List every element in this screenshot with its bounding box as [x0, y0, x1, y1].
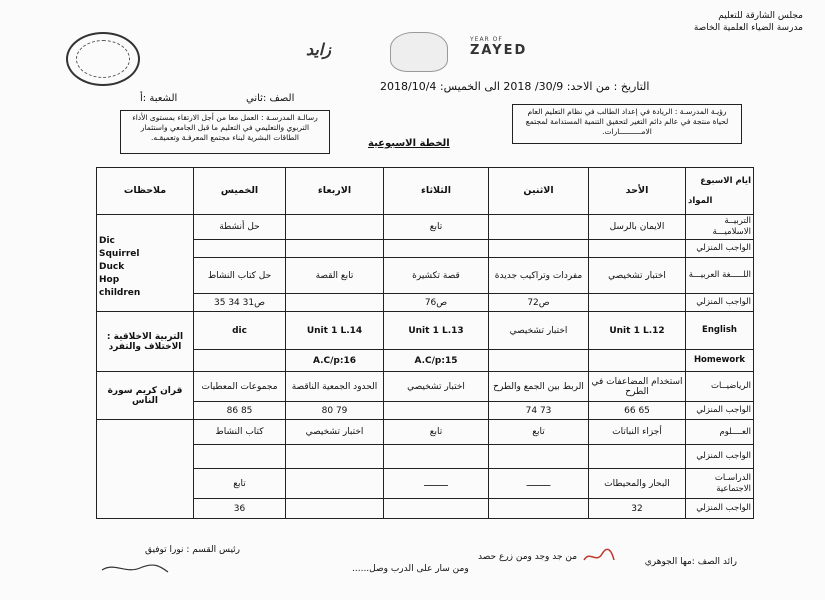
list-item: Dic [99, 236, 115, 246]
arabic-thu: حل كتاب النشاط [194, 258, 286, 294]
corner-days: ايام الاسبوع [700, 176, 751, 186]
science-mon: تابع [489, 420, 589, 445]
math-tue: اختبار تشخيصي [384, 372, 489, 402]
head-signature [100, 560, 170, 576]
islamic-hw-wed [286, 240, 384, 258]
math-hw-thu: 85 86 [194, 402, 286, 420]
science-hw-mon [489, 445, 589, 469]
math-hw-sun: 65 66 [589, 402, 686, 420]
notes-header: ملاحظات [97, 168, 194, 215]
table-row [97, 215, 754, 240]
english-hw-label: Homework [686, 350, 754, 372]
council-name: مجلس الشارقة للتعليم [718, 11, 803, 21]
day-monday: الاثنين [489, 168, 589, 215]
math-hw-wed: 79 80 [286, 402, 384, 420]
school-mission-box: رسالـة المدرسـة : العمل معا من أجل الارتقاء بمستوى الأداء التربوي والتعليمي في التعليم ما قبل الجامعي واستثمار الطاقات البشرية لبناء مجتمع المعرفـة وتعميقـه. [120, 110, 330, 154]
zayed-portrait-logo [390, 32, 448, 72]
math-hw-tue [384, 402, 489, 420]
subject-science: العــــلوم [686, 420, 754, 445]
saying-2: ومن سار على الدرب وصل...... [352, 564, 469, 574]
islamic-hw-mon [489, 240, 589, 258]
social-hw-mon [489, 499, 589, 519]
english-hw-thu [194, 350, 286, 372]
arabic-hw-label: الواجب المنزلي [686, 294, 754, 312]
days-header-row [97, 168, 754, 215]
subject-math: الرياضيــات [686, 372, 754, 402]
leader-signature [582, 548, 616, 566]
zayed-arabic-logo: زايد [306, 40, 332, 59]
english-tue: Unit 1 L.13 [384, 312, 489, 350]
english-sun: Unit 1 L.12 [589, 312, 686, 350]
department-head: رئيس القسم : نورا توفيق [145, 545, 241, 555]
section-label: الشعبة :أ [140, 93, 178, 104]
list-item: children [99, 288, 141, 298]
science-hw-thu [194, 445, 286, 469]
table-row [97, 469, 754, 499]
day-wednesday: الاربعاء [286, 168, 384, 215]
social-sun: البحار والمحيطات [589, 469, 686, 499]
zayed-english-logo: ZAYED [470, 43, 528, 58]
subject-islamic: التربيــة الاسلاميـــة [686, 215, 754, 240]
arabic-hw-tue: ص76 [384, 294, 489, 312]
date-range: التاريخ : من الاحد: 30/9/ 2018 الى الخميس: 2018/10/4 [380, 80, 650, 93]
english-hw-wed: A.C/p:16 [286, 350, 384, 372]
arabic-hw-wed [286, 294, 384, 312]
arabic-hw-mon: ص72 [489, 294, 589, 312]
science-hw-sun [589, 445, 686, 469]
social-mon: ـــــــــ [489, 469, 589, 499]
islamic-hw-thu [194, 240, 286, 258]
social-wed [286, 469, 384, 499]
islamic-mon [489, 215, 589, 240]
math-mon: الربط بين الجمع والطرح [489, 372, 589, 402]
science-sun: أجزاء النباتات [589, 420, 686, 445]
arabic-hw-sun [589, 294, 686, 312]
arabic-sun: اختبار تشخيصي [589, 258, 686, 294]
table-row [97, 402, 754, 420]
school-vision-box: رؤيـة المدرسـة : الريادة في إعداد الطالب في نظام التعليم العام لحياة منتجة في عالم دائم التغير لتحقيق التنمية المستدامة لمجتمع الامــــــــــارات. [512, 104, 742, 144]
class-leader: رائد الصف :مها الجوهري [644, 557, 737, 567]
weekly-plan-table [96, 167, 754, 519]
social-hw-tue [384, 499, 489, 519]
social-thu: تابع [194, 469, 286, 499]
table-row [97, 499, 754, 519]
day-tuesday: الثلاثاء [384, 168, 489, 215]
day-sunday: الأحد [589, 168, 686, 215]
english-thu: dic [194, 312, 286, 350]
islamic-hw-label: الواجب المنزلي [686, 240, 754, 258]
science-thu: كتاب النشاط [194, 420, 286, 445]
table-row [97, 420, 754, 445]
day-thursday: الخميس [194, 168, 286, 215]
list-item: Hop [99, 275, 120, 285]
arabic-hw-thu: ص31 34 35 [194, 294, 286, 312]
table-row [97, 445, 754, 469]
corner-subjects: المواد [688, 196, 713, 206]
subject-social: الدراسـات الاجتماعية [686, 469, 754, 499]
table-row [97, 240, 754, 258]
english-wed: Unit 1 L.14 [286, 312, 384, 350]
islamic-sun: الايمان بالرسل [589, 215, 686, 240]
social-tue: ـــــــــ [384, 469, 489, 499]
corner-cell [686, 168, 754, 215]
grade-label: الصف :ثاني [246, 93, 295, 104]
math-sun: استخدام المضاعفات في الطرح [589, 372, 686, 402]
math-hw-label: الواجب المنزلي [686, 402, 754, 420]
english-hw-sun [589, 350, 686, 372]
year-of-label: YEAR OF [470, 36, 503, 43]
science-hw-label: الواجب المنزلي [686, 445, 754, 469]
notes-cell-2 [97, 420, 194, 519]
math-wed: الحدود الجمعية الناقصة [286, 372, 384, 402]
islamic-thu: حل أنشطة [194, 215, 286, 240]
table-row [97, 312, 754, 350]
notes-ethics: التربية الاخلاقية : الاختلاف والتفرد [97, 312, 194, 372]
science-hw-wed [286, 445, 384, 469]
table-row [97, 258, 754, 294]
school-header [694, 10, 803, 34]
english-hw-tue: A.C/p:15 [384, 350, 489, 372]
social-hw-thu: 36 [194, 499, 286, 519]
science-tue: تابع [384, 420, 489, 445]
islamic-hw-sun [589, 240, 686, 258]
science-wed: اختبار تشخيصي [286, 420, 384, 445]
arabic-mon: مفردات وتراكيب جديدة [489, 258, 589, 294]
weekly-plan-title: الخطة الاسبوعية [368, 138, 450, 149]
islamic-hw-tue [384, 240, 489, 258]
science-hw-tue [384, 445, 489, 469]
math-thu: مجموعات المعطيات [194, 372, 286, 402]
list-item: Duck [99, 262, 125, 272]
notes-cell-1 [97, 215, 194, 312]
table-row [97, 372, 754, 402]
table-row [97, 350, 754, 372]
english-hw-mon [489, 350, 589, 372]
social-hw-wed [286, 499, 384, 519]
social-hw-sun: 32 [589, 499, 686, 519]
islamic-tue: تابع [384, 215, 489, 240]
subject-arabic: اللـــــغة العربيـــة [686, 258, 754, 294]
notes-vocab-list [99, 235, 191, 300]
saying-1: من جد وجد ومن زرع حصد [478, 552, 578, 562]
school-emblem [66, 32, 140, 86]
arabic-wed: تابع القصة [286, 258, 384, 294]
math-hw-mon: 73 74 [489, 402, 589, 420]
list-item: Squirrel [99, 249, 140, 259]
subject-english: English [686, 312, 754, 350]
social-hw-label: الواجب المنزلي [686, 499, 754, 519]
arabic-tue: قصة تكشيرة [384, 258, 489, 294]
notes-quran: قران كريم سورة الناس [97, 372, 194, 420]
english-mon: اختبار تشخيصي [489, 312, 589, 350]
school-name: مدرسة الضياء العلمية الخاصة [693, 23, 803, 33]
islamic-wed [286, 215, 384, 240]
table-row [97, 294, 754, 312]
